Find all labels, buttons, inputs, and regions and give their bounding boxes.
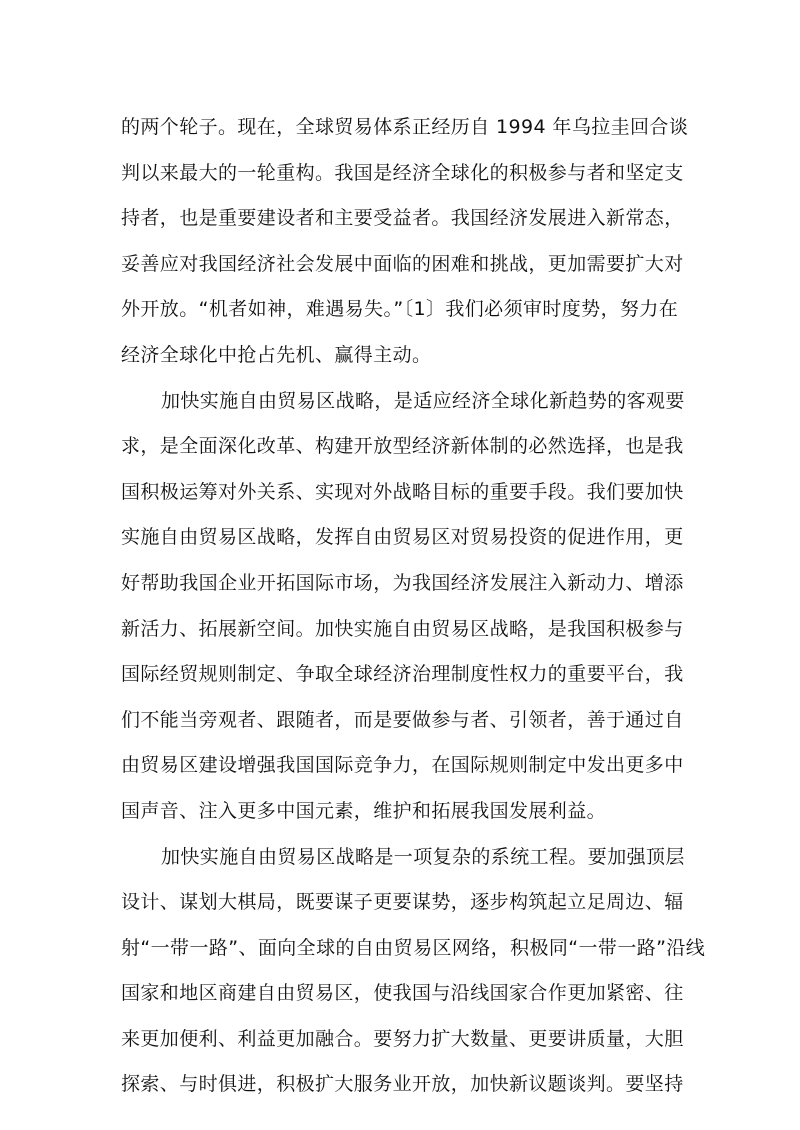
text-line-20: 国家和地区商建自由贸易区，使我国与沿线国家合作更加紧密、往 <box>121 982 684 1005</box>
text-line-15: 由贸易区建设增强我国国际竞争力，在国际规则制定中发出更多中 <box>121 754 684 777</box>
text-line-12: 新活力、拓展新空间。加快实施自由贸易区战略，是我国积极参与 <box>121 617 684 640</box>
body-text <box>121 105 706 1108</box>
text-line-16: 国声音、注入更多中国元素，维护和拓展我国发展利益。 <box>121 799 607 822</box>
text-line-21: 来更加便利、利益更加融合。要努力扩大数量、更要讲质量，大胆 <box>121 1027 684 1050</box>
text-line-11: 好帮助我国企业开拓国际市场，为我国经济发展注入新动力、增添 <box>121 571 684 594</box>
text-line-7: 加快实施自由贸易区战略，是适应经济全球化新趋势的客观要 <box>161 389 685 412</box>
text-line-19: 射“一带一路”、面向全球的自由贸易区网络，积极同“一带一路”沿线 <box>121 936 706 959</box>
text-line-22: 探索、与时俱进，积极扩大服务业开放，加快新议题谈判。要坚持 <box>121 1073 684 1096</box>
text-line-8: 求，是全面深化改革、构建开放型经济新体制的必然选择，也是我 <box>121 435 684 458</box>
text-line-13: 国际经贸规则制定、争取全球经济治理制度性权力的重要平台，我 <box>121 663 684 686</box>
text-line-2: 判以来最大的一轮重构。我国是经济全球化的积极参与者和坚定支 <box>121 161 684 184</box>
text-line-18: 设计、谋划大棋局，既要谋子更要谋势，逐步构筑起立足周边、辐 <box>121 891 684 914</box>
text-line-5: 外开放。“机者如神，难遇易失。”〔1〕我们必须审时度势，努力在 <box>121 298 679 321</box>
text-line-6: 经济全球化中抢占先机、赢得主动。 <box>121 343 432 366</box>
text-line-4: 妥善应对我国经济社会发展中面临的困难和挑战，更加需要扩大对 <box>121 252 684 275</box>
text-line-17: 加快实施自由贸易区战略是一项复杂的系统工程。要加强顶层 <box>161 845 685 868</box>
text-line-1: 的两个轮子。现在，全球贸易体系正经历自 1994 年乌拉圭回合谈 <box>121 116 689 138</box>
text-line-9: 国积极运筹对外关系、实现对外战略目标的重要手段。我们要加快 <box>121 480 684 503</box>
text-line-14: 们不能当旁观者、跟随者，而是要做参与者、引领者，善于通过自 <box>121 708 684 731</box>
text-line-10: 实施自由贸易区战略，发挥自由贸易区对贸易投资的促进作用，更 <box>121 526 684 549</box>
text-line-3: 持者，也是重要建设者和主要受益者。我国经济发展进入新常态， <box>121 207 684 230</box>
